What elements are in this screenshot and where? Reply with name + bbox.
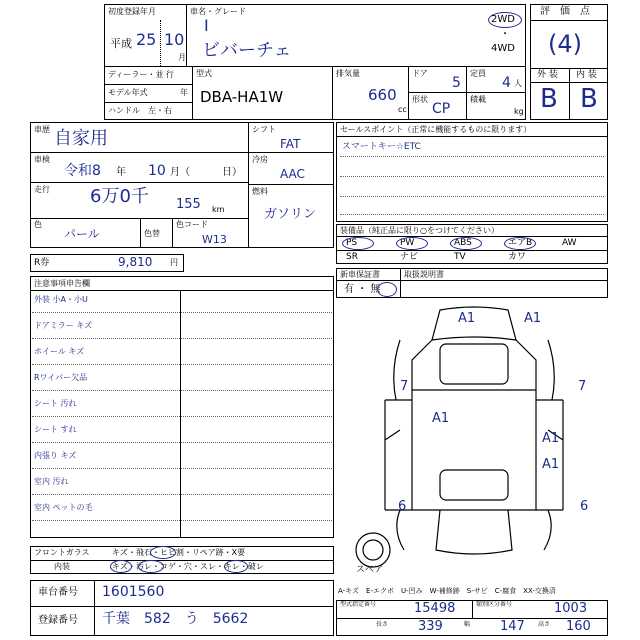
damage-mark: 6	[580, 499, 589, 514]
shift-label: シフト	[252, 125, 276, 134]
fuel-label: 燃料	[252, 187, 268, 196]
note-line: ドアミラー キズ	[34, 321, 93, 330]
note-line: 室内 汚れ	[34, 477, 69, 486]
first-reg-label: 初度登録年月	[108, 7, 156, 16]
model-year-unit: 年	[180, 88, 188, 97]
equipment-item: ABS	[454, 238, 472, 248]
equipment-circle	[450, 237, 482, 250]
car-grade: ビバーチェ	[202, 40, 292, 61]
interior-cond-text: キズ・汚レ・コゲ・穴・スレ・キレ・破レ	[112, 562, 264, 571]
equipment-item: カワ	[508, 252, 527, 262]
drive-dot: ・	[500, 29, 510, 40]
model-code: DBA-HA1W	[200, 88, 284, 106]
equipment-circle	[396, 237, 428, 250]
equipment-item: ナビ	[400, 252, 419, 262]
ac-value: AAC	[280, 167, 305, 181]
recycle-label: R券	[34, 258, 50, 268]
damage-mark: A1	[542, 431, 560, 446]
fuel-value: ガソリン	[264, 207, 317, 222]
paint-change-label: 色替	[144, 229, 160, 238]
warranty-none-circle	[377, 282, 397, 297]
displacement: 660	[368, 86, 397, 104]
insp-month-unit: 月（	[170, 167, 190, 178]
inspection-label: 車検	[34, 155, 50, 164]
manual-label: 取扱説明書	[404, 270, 444, 279]
era-label: 平成	[110, 37, 132, 50]
model-year-label: モデル年式	[108, 88, 148, 97]
note-line: 外装 小A・小U	[34, 295, 88, 304]
km-unit: km	[212, 205, 225, 214]
plate-label: 登録番号	[38, 615, 78, 626]
door-label: ドア	[412, 69, 428, 78]
note-line: 室内 ペットの毛	[34, 503, 93, 512]
note-line: 内張り キズ	[34, 451, 77, 460]
width-value: 147	[500, 619, 525, 634]
damage-mark: A1	[432, 411, 450, 426]
drive-2wd: 2WD	[491, 14, 515, 25]
equipment-item: TV	[454, 252, 466, 262]
rating-title: 評 価 点	[540, 6, 590, 17]
load-label: 積載	[470, 95, 486, 104]
exterior-grade: B	[540, 84, 558, 114]
recycle-unit: 円	[170, 258, 178, 267]
equipment-circle	[342, 237, 374, 250]
note-line: Rワイパー欠品	[34, 373, 88, 382]
width-label: 幅	[464, 621, 471, 628]
class-label: 類別区分番号	[476, 601, 513, 608]
length-label: 長さ	[376, 621, 389, 628]
recycle-box	[30, 254, 184, 272]
sales-point-line: スマートキー☆ETC	[342, 142, 421, 152]
shift-value: FAT	[280, 137, 301, 151]
notes-title: 注意事項申告欄	[34, 279, 90, 288]
capacity-label: 定員	[470, 69, 486, 78]
interior-cond-label: 内装	[54, 562, 70, 571]
shape: CP	[432, 101, 451, 117]
color-label: 色	[34, 220, 42, 229]
equipment-title: 装備品（純正品に限り○をつけてください）	[340, 226, 499, 235]
shape-label: 形状	[412, 95, 428, 104]
capacity: 4	[502, 75, 511, 91]
chassis-value: 1601560	[102, 584, 165, 600]
mileage-label: 走行	[34, 185, 50, 194]
equipment-item: AW	[562, 238, 577, 248]
damage-mark: A1	[458, 311, 476, 326]
color-code: W13	[202, 233, 227, 246]
damage-mark: A1	[542, 457, 560, 472]
drive-4wd: 4WD	[491, 43, 515, 54]
mileage: 6万0千	[90, 186, 149, 207]
note-line: シート 汚れ	[34, 399, 77, 408]
inspection-era: 令和8	[64, 163, 101, 179]
plate-value: 千葉 582 う 5662	[102, 611, 249, 627]
warranty-value: 有 ・ 無	[344, 284, 381, 295]
equipment-item: PW	[400, 238, 415, 248]
damage-mark: 6	[398, 499, 407, 514]
equipment-item: SR	[346, 252, 358, 262]
damage-mark: 7	[578, 379, 587, 394]
glass-label: フロントガラス	[34, 548, 90, 557]
rating-score: (4)	[548, 30, 582, 58]
interior-rub-circle	[224, 560, 248, 573]
car-name: I	[204, 16, 209, 35]
insp-year-unit: 年	[116, 167, 126, 178]
equipment-item: PS	[346, 238, 358, 248]
damage-mark: A1	[524, 311, 542, 326]
load-unit: kg	[514, 107, 524, 116]
note-line: ホイール キズ	[34, 347, 85, 356]
handle-label: ハンドル 左・右	[108, 106, 172, 115]
ac-label: 冷房	[252, 155, 268, 164]
equipment-item: エアB	[508, 238, 533, 248]
insp-month: 10	[148, 163, 166, 179]
height-value: 160	[566, 619, 591, 634]
cc-unit: cc	[398, 105, 407, 114]
glass-chip-circle	[150, 546, 176, 559]
damage-mark: 7	[400, 379, 409, 394]
color-value: パール	[64, 227, 100, 241]
type-value: 15498	[414, 601, 456, 616]
displacement-label: 排気量	[336, 69, 360, 78]
sales-points-box	[336, 122, 608, 222]
recycle-value: 9,810	[118, 255, 153, 269]
sales-points-title: セールスポイント（正常に機能するものに限ります）	[340, 125, 532, 134]
model-label: 型式	[196, 69, 212, 78]
interior-grade: B	[580, 84, 598, 114]
type-label: 型式指定番号	[340, 601, 377, 608]
class-value: 1003	[554, 601, 588, 616]
dealer-label: ディーラー・並 行	[108, 70, 174, 79]
interior-stain-circle	[138, 560, 164, 573]
damage-legend: A-キズ E-エクボ U-凹み W-補修跡 S-サビ C-腐食 XX-交換済	[338, 587, 556, 595]
warranty-label: 新車保証書	[340, 270, 380, 279]
capacity-unit: 人	[514, 79, 522, 88]
glass-text: キズ・飛石・ヒビ割・リペア跡・X要	[112, 548, 246, 557]
spare-label: スペア	[356, 565, 384, 575]
interior-label: 内 装	[576, 70, 597, 80]
note-line: シート すれ	[34, 425, 77, 434]
interior-scratch-circle	[110, 560, 132, 573]
car-name-label: 車名・グレード	[190, 7, 246, 16]
insp-day-unit: 日）	[222, 167, 242, 178]
doors: 5	[452, 75, 461, 91]
reg-month: 10	[164, 30, 185, 49]
length-value: 339	[418, 619, 443, 634]
use-label: 車歴	[34, 125, 50, 134]
height-label: 高さ	[538, 621, 551, 628]
chassis-label: 車台番号	[38, 587, 78, 598]
equipment-circle	[504, 237, 536, 250]
month-unit: 月	[178, 53, 186, 62]
mileage-sub: 155	[176, 197, 201, 212]
use-value: 自家用	[54, 128, 108, 149]
color-code-label: 色コード	[176, 220, 208, 229]
car-diagram	[340, 300, 608, 578]
exterior-label: 外 装	[537, 70, 558, 80]
reg-year: 25	[136, 30, 157, 49]
